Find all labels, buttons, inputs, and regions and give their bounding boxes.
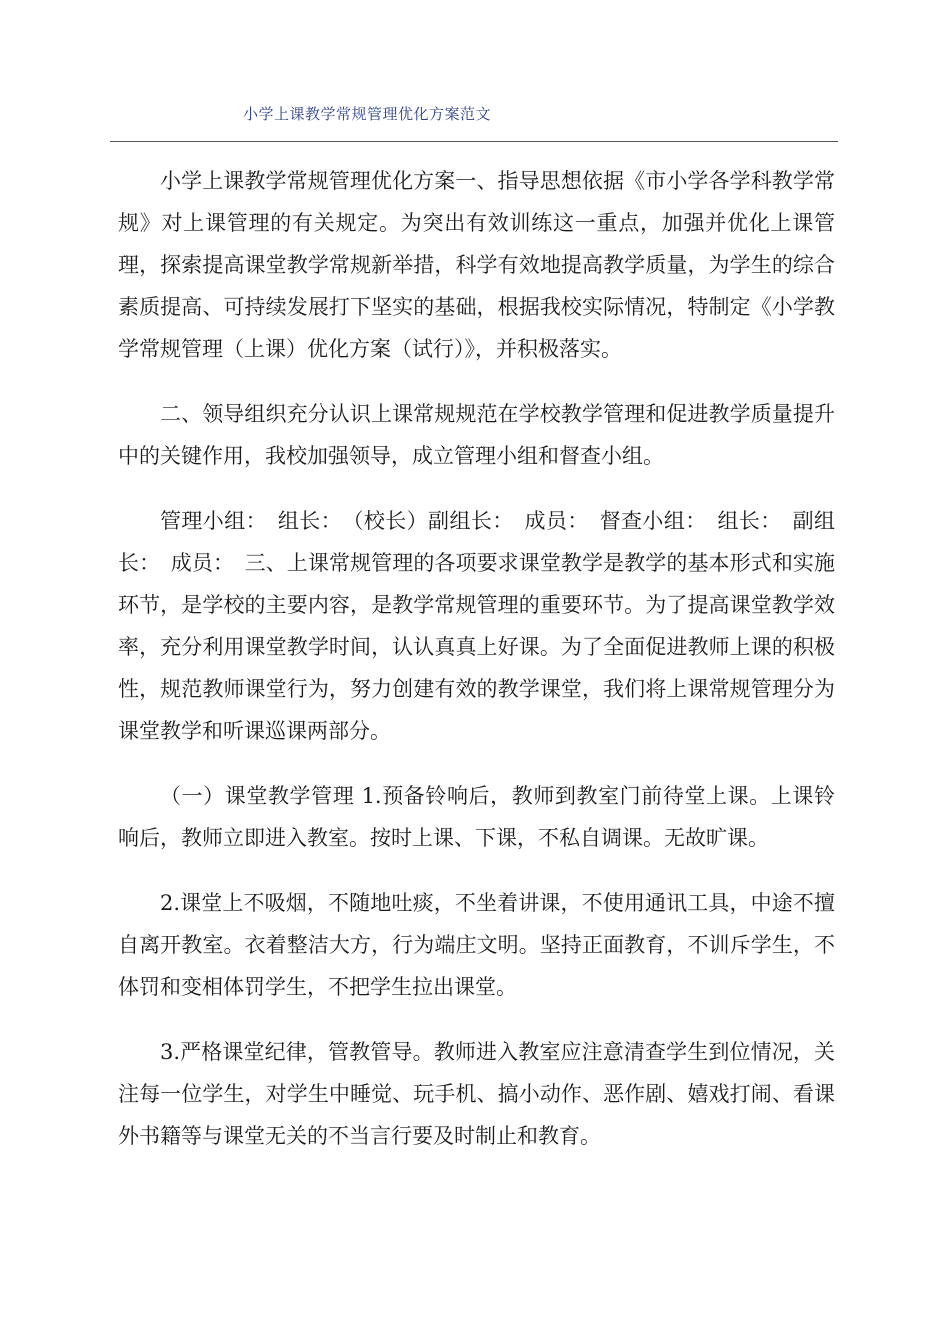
document-header-title: 小学上课教学常规管理优化方案范文 <box>243 105 492 123</box>
paragraph-classroom-management-3: 3.严格课堂纪律，管教管导。教师进入教室应注意清查学生到位情况，关注每一位学生，对学生中睡觉、玩手机、搞小动作、恶作剧、嬉戏打闹、看课外书籍等与课堂无关的不当言行要及时制止和教育。 <box>118 1040 835 1148</box>
paragraph-classroom-management-2: 2.课堂上不吸烟，不随地吐痰，不坐着讲课，不使用通讯工具，中途不擅自离开教室。衣着整洁大方，行为端庄文明。坚持正面教育，不训斥学生，不体罚和变相体罚学生，不把学生拉出课堂。 <box>118 891 835 999</box>
header-divider <box>110 141 838 142</box>
paragraph-guiding-principle: 小学上课教学常规管理优化方案一、指导思想依据《市小学各学科教学常规》对上课管理的有关规定。为突出有效训练这一重点，加强并优化上课管理，探索提高课堂教学常规新举措，科学有效地提高教学质量，为学生的综合素质提高、可持续发展打下坚实的基础，根据我校实际情况，特制定《小学教学常规管理（上课）优化方案（试行）》，并积极落实。 <box>118 169 835 361</box>
paragraph-leadership: 二、领导组织充分认识上课常规规范在学校教学管理和促进教学质量提升中的关键作用，我校加强领导，成立管理小组和督查小组。 <box>118 402 835 468</box>
document-body <box>118 160 835 1180</box>
paragraph-management-team: 管理小组： 组长： （校长）副组长： 成员： 督查小组： 组长： 副组长： 成员： 三、上课常规管理的各项要求课堂教学是教学的基本形式和实施环节，是学校的主要内容，是教学常规管理的重要环节。为了提高课堂教学效率，充分利用课堂教学时间，认认真真上好课。为了全面促进教师上课的积极性，规范教师课堂行为，努力创建有效的教学课堂，我们将上课常规管理分为课堂教学和听课巡课两部分。 <box>118 509 835 743</box>
paragraph-classroom-management-1: （一）课堂教学管理 1.预备铃响后，教师到教室门前待堂上课。上课铃响后，教师立即进入教室。按时上课、下课，不私自调课。无故旷课。 <box>118 784 835 850</box>
